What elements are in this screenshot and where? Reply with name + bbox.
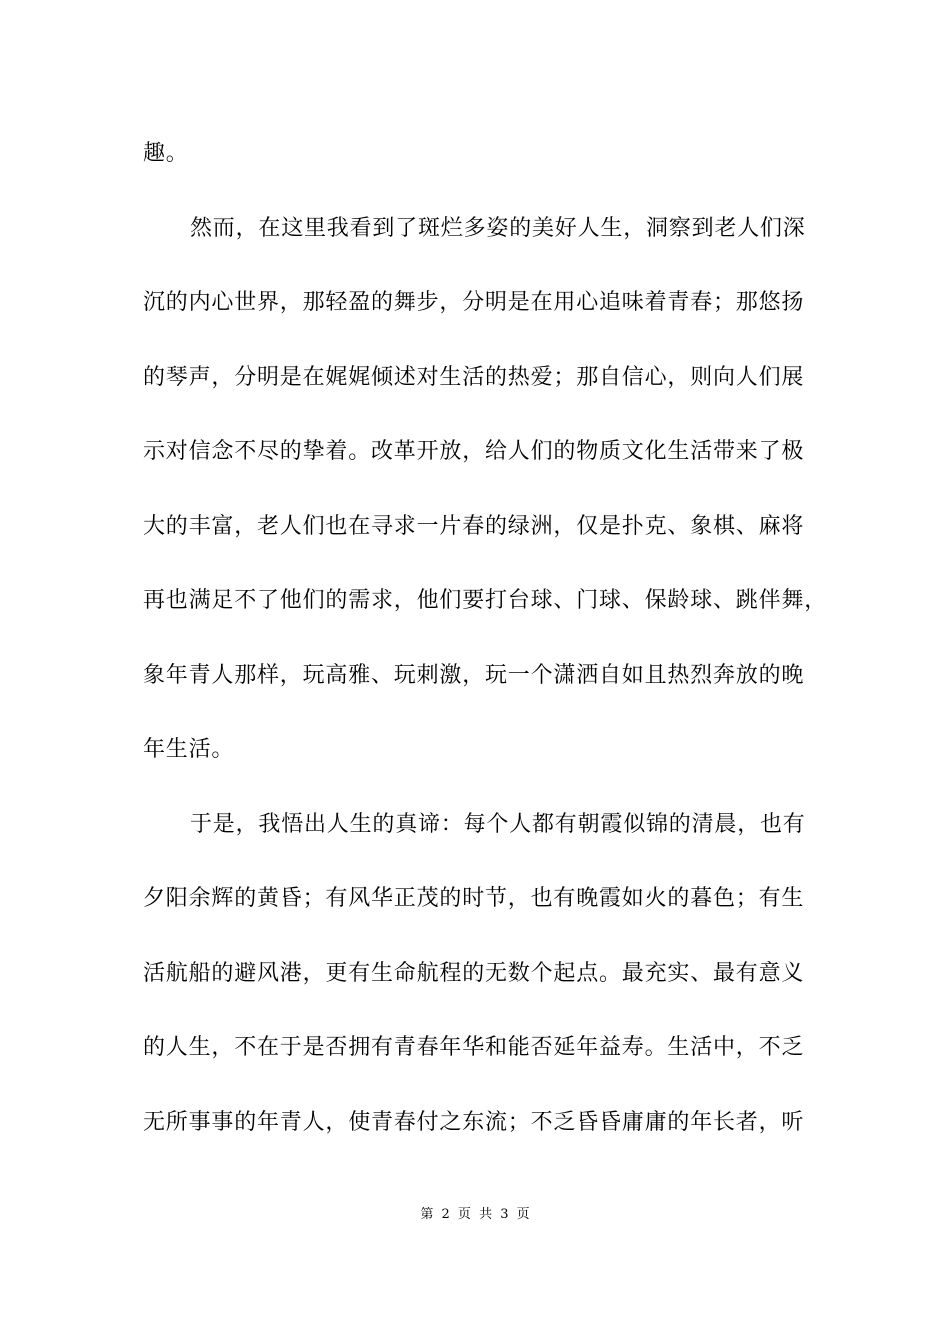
text-line: 趣。 [143,141,189,166]
text-line: 大的丰富，老人们也在寻求一片春的绿洲，仅是扑克、象棋、麻将 [143,514,805,539]
footer-total-unit: 页 [516,1207,530,1222]
text-line: 然而，在这里我看到了斑烂多姿的美好人生，洞察到老人们深 [190,216,806,241]
current-page-number: 2 [441,1207,450,1222]
text-line: 沉的内心世界，那轻盈的舞步，分明是在用心追味着青春；那悠扬 [143,290,805,315]
text-line: 再也满足不了他们的需求，他们要打台球、门球、保龄球、跳伴舞， [143,588,828,613]
text-line: 无所事事的年青人，使青春付之东流；不乏昏昏庸庸的年长者，听 [143,1110,805,1135]
footer-total-prefix: 共 [479,1207,493,1222]
text-line: 象年青人那样，玩高雅、玩刺激，玩一个潇洒自如且热烈奔放的晚 [143,663,805,688]
text-line: 的琴声，分明是在娓娓倾述对生活的热爱；那自信心，则向人们展 [143,365,805,390]
total-page-count: 3 [500,1207,509,1222]
text-line: 的人生，不在于是否拥有青春年华和能否延年益寿。生活中，不乏 [143,1035,805,1060]
text-line: 于是，我悟出人生的真谛：每个人都有朝霞似锦的清晨，也有 [190,812,806,837]
page-footer [0,1207,950,1223]
text-line: 示对信念不尽的挚着。改革开放，给人们的物质文化生活带来了极 [143,439,805,464]
text-line: 年生活。 [143,737,235,762]
text-line: 夕阳余辉的黄昏；有风华正茂的时节，也有晚霞如火的暮色；有生 [143,886,805,911]
footer-prefix: 第 [420,1207,434,1222]
text-line: 活航船的避风港，更有生命航程的无数个起点。最充实、最有意义 [143,961,805,986]
footer-page-unit: 页 [457,1207,471,1222]
